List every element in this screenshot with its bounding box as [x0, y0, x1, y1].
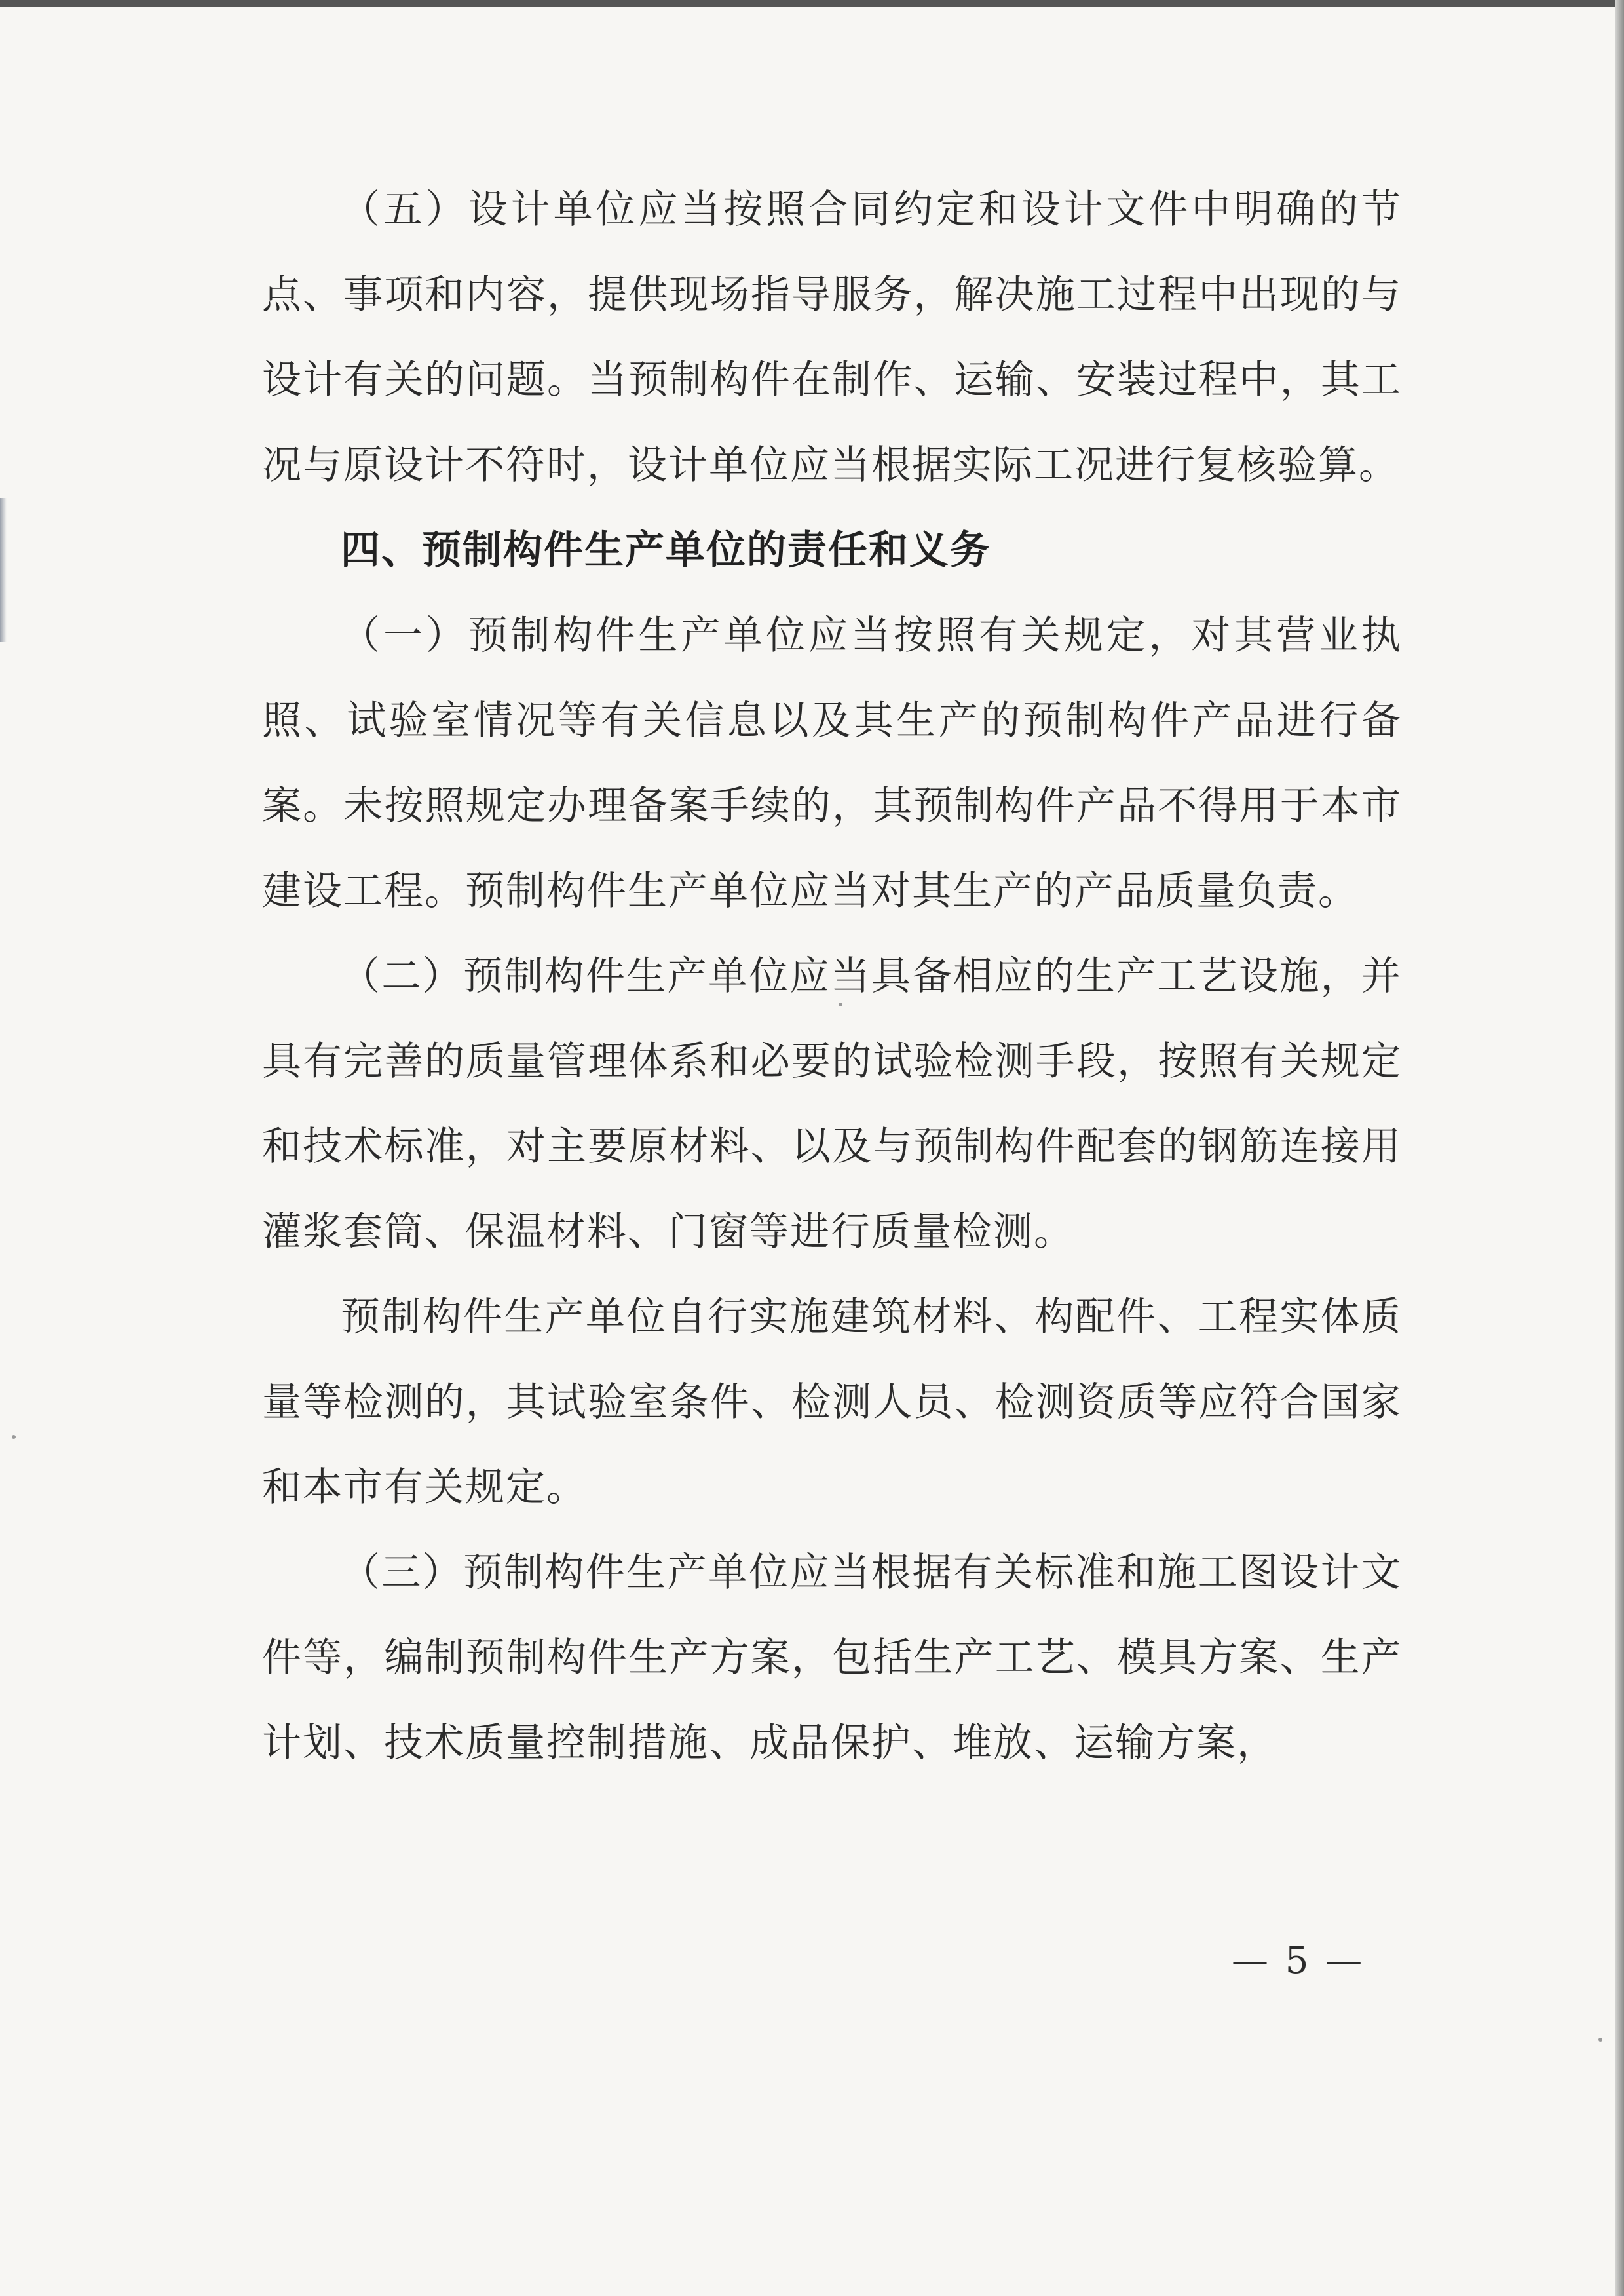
paragraph-item-1: （一）预制构件生产单位应当按照有关规定，对其营业执照、试验室情况等有关信息以及其生产的预制构件产品进行备案。未按照规定办理备案手续的，其预制构件产品不得用于本市建设工程。预制构件生产单位应当对其生产的产品质量负责。	[262, 613, 1402, 914]
scan-speck	[1598, 2038, 1602, 2042]
scan-speck	[839, 1003, 842, 1006]
scan-right-edge	[1615, 0, 1624, 2296]
section-heading-4: 四、预制构件生产单位的责任和义务	[341, 527, 991, 573]
scan-speck	[12, 1435, 16, 1439]
paragraph-item-2: （二）预制构件生产单位应当具备相应的生产工艺设施，并具有完善的质量管理体系和必要的试验检测手段，按照有关规定和技术标准，对主要原材料、以及与预制构件配套的钢筋连接用灌浆套筒、保温材料、门窗等进行质量检测。	[262, 953, 1402, 1255]
paragraph-item-3: （三）预制构件生产单位应当根据有关标准和施工图设计文件等，编制预制构件生产方案，包括生产工艺、模具方案、生产计划、技术质量控制措施、成品保护、堆放、运输方案，	[262, 1550, 1402, 1766]
document-body	[262, 167, 1402, 1786]
paragraph-item-2-continued: 预制构件生产单位自行实施建筑材料、构配件、工程实体质量等检测的，其试验室条件、检测人员、检测资质等应符合国家和本市有关规定。	[262, 1294, 1402, 1510]
scan-left-mark	[0, 498, 7, 642]
scan-top-edge	[0, 0, 1624, 7]
page-number: — 5 —	[1232, 1940, 1365, 1982]
paragraph-item-5: （五）设计单位应当按照合同约定和设计文件中明确的节点、事项和内容，提供现场指导服务，解决施工过程中出现的与设计有关的问题。当预制构件在制作、运输、安装过程中，其工况与原设计不符时，设计单位应当根据实际工况进行复核验算。	[262, 187, 1402, 488]
